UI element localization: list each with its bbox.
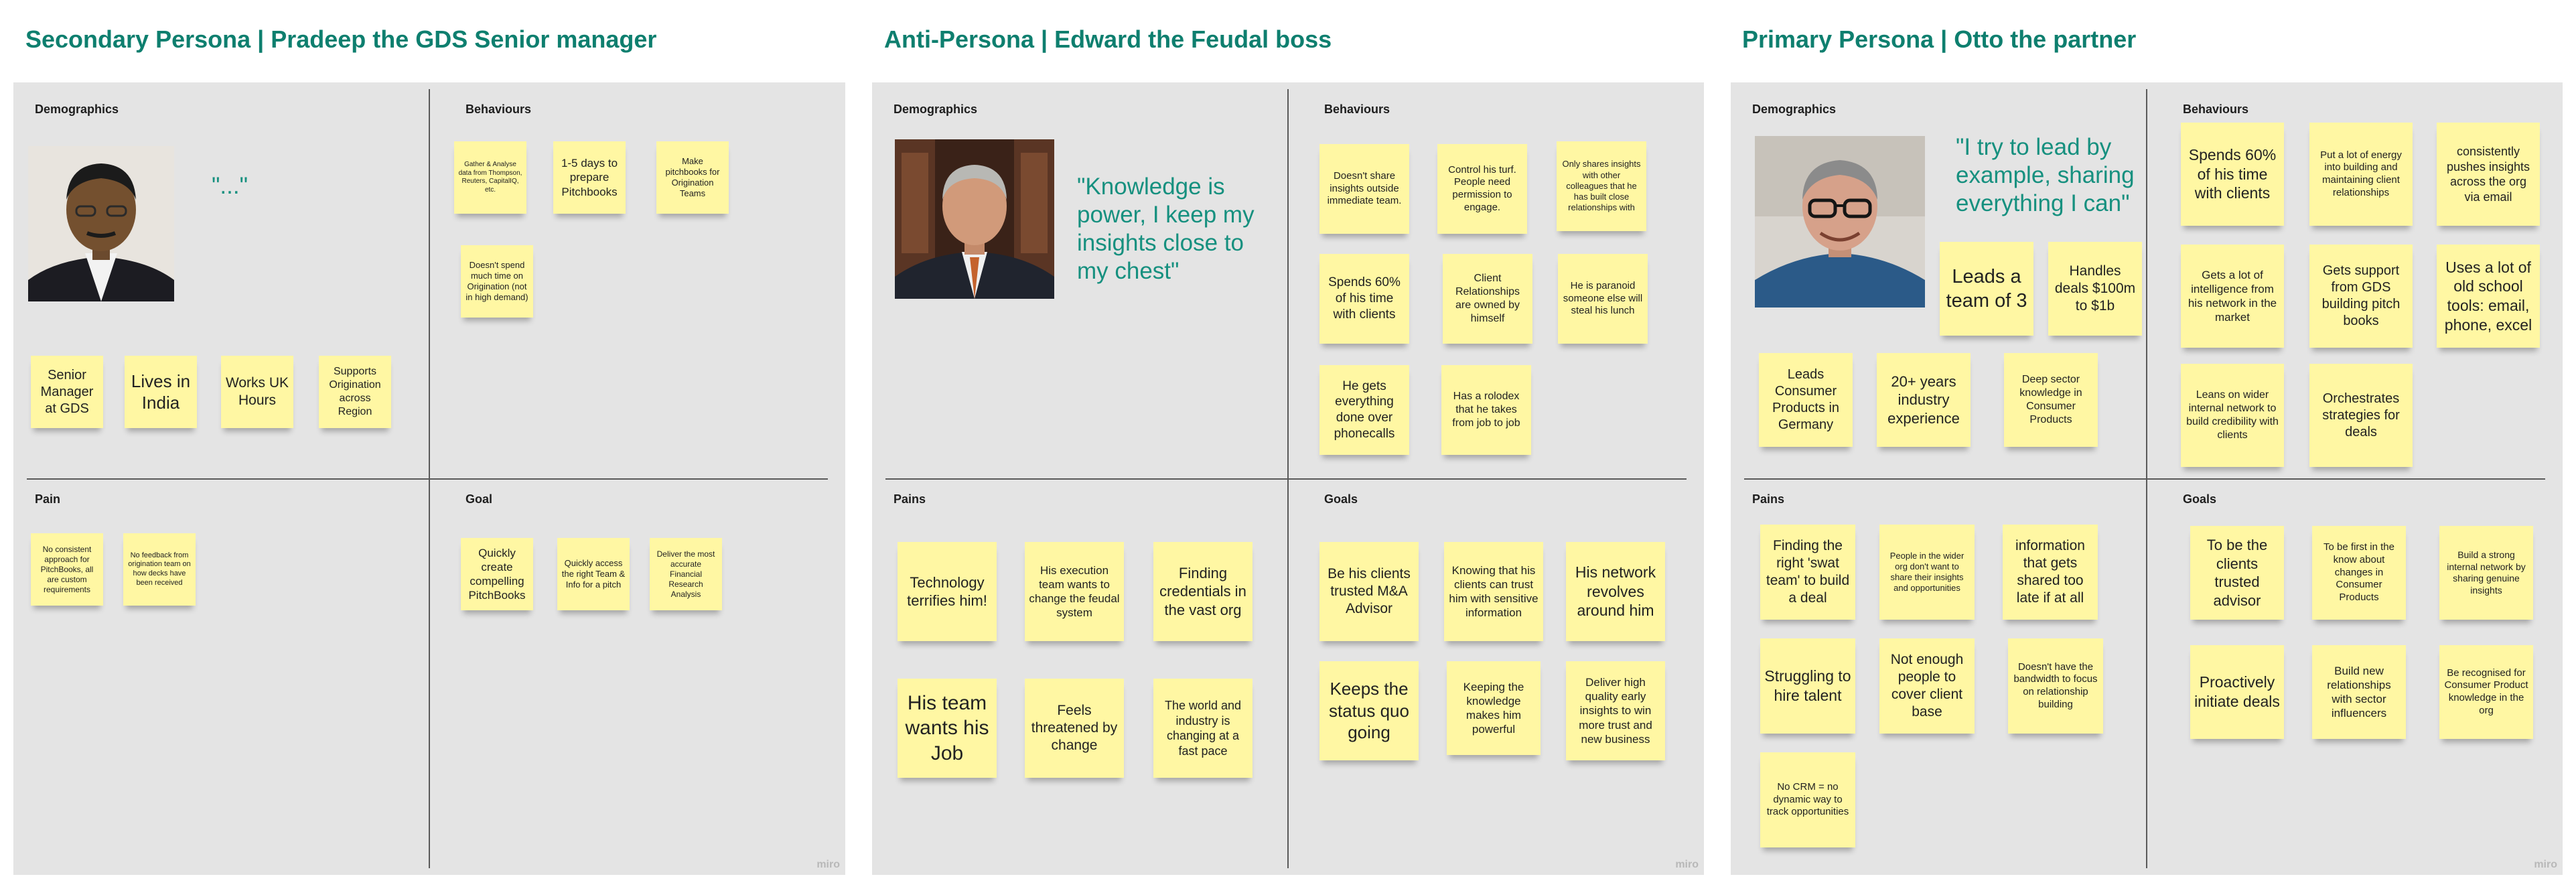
sticky-note[interactable]: Handles deals $100m to $1b — [2048, 242, 2142, 336]
sticky-note[interactable]: Doesn't spend much time on Origination (not in high demand) — [461, 245, 533, 318]
quadrant-label-behaviours: Behaviours — [466, 102, 532, 116]
quadrant-label-pains: Pains — [1752, 492, 1785, 506]
sticky-note[interactable]: Client Relationships are owned by himself — [1443, 254, 1532, 344]
sticky-note[interactable]: No CRM = no dynamic way to track opportunities — [1760, 752, 1855, 847]
sticky-note[interactable]: consistently pushes insights across the org via email — [2437, 123, 2540, 226]
sticky-note[interactable]: information that gets shared too late if at all — [2003, 525, 2098, 620]
sticky-note[interactable]: Has a rolodex that he takes from job to job — [1441, 365, 1531, 455]
persona-board-anti[interactable] — [872, 82, 1704, 875]
persona-quote: "Knowledge is power, I keep my insights close to my chest" — [1077, 174, 1255, 284]
sticky-note[interactable]: Deliver the most accurate Financial Research Analysis — [650, 538, 722, 610]
sticky-note[interactable]: Technology terrifies him! — [898, 542, 997, 641]
persona-board-primary[interactable] — [1731, 82, 2563, 875]
sticky-note[interactable]: Finding credentials in the vast org — [1153, 542, 1253, 641]
sticky-note[interactable]: Put a lot of energy into building and maintaining client relationships — [2309, 123, 2413, 226]
sticky-note[interactable]: Finding the right 'swat team' to build a deal — [1760, 525, 1855, 620]
miro-watermark: miro — [816, 859, 840, 870]
persona-title-primary: Primary Persona | Otto the partner — [1742, 25, 2137, 53]
quadrant-label-behaviours: Behaviours — [2183, 102, 2249, 116]
sticky-note[interactable]: 20+ years industry experience — [1877, 353, 1971, 447]
sticky-note[interactable]: Deep sector knowledge in Consumer Products — [2004, 353, 2098, 447]
sticky-note[interactable]: His network revolves around him — [1566, 542, 1665, 641]
sticky-note[interactable]: Gets support from GDS building pitch books — [2309, 245, 2413, 348]
sticky-note[interactable]: Keeps the status quo going — [1319, 661, 1419, 760]
sticky-note[interactable]: Be his clients trusted M&A Advisor — [1319, 542, 1419, 641]
persona-photo — [895, 139, 1054, 299]
sticky-note[interactable]: Leads a team of 3 — [1940, 242, 2033, 336]
sticky-note[interactable]: Doesn't share insights outside immediate team. — [1319, 144, 1409, 234]
sticky-note[interactable]: Orchestrates strategies for deals — [2309, 364, 2413, 467]
sticky-note[interactable]: Quickly access the right Team & Info for a pitch — [557, 538, 630, 610]
sticky-note[interactable]: Spends 60% of his time with clients — [1319, 254, 1409, 344]
sticky-note[interactable]: No feedback from origination team on how decks have been received — [123, 533, 196, 606]
sticky-note[interactable]: 1-5 days to prepare Pitchbooks — [553, 141, 626, 214]
sticky-note[interactable]: Only shares insights with other colleagues that he has built close relationships with — [1557, 141, 1646, 231]
divider-horizontal — [27, 478, 828, 480]
sticky-note[interactable]: Be recognised for Consumer Product knowledge in the org — [2439, 645, 2533, 739]
persona-title-secondary: Secondary Persona | Pradeep the GDS Senior manager — [25, 25, 657, 53]
sticky-note[interactable]: Feels threatened by change — [1025, 679, 1124, 778]
sticky-note[interactable]: His execution team wants to change the feudal system — [1025, 542, 1124, 641]
persona-photo — [1755, 136, 1925, 307]
sticky-note[interactable]: Spends 60% of his time with clients — [2181, 123, 2284, 226]
sticky-note[interactable]: Struggling to hire talent — [1760, 638, 1855, 734]
sticky-note[interactable]: Works UK Hours — [221, 356, 293, 428]
divider-horizontal — [885, 478, 1687, 480]
persona-quote: "I try to lead by example, sharing everything I can" — [1956, 134, 2135, 216]
sticky-note[interactable]: Keeping the knowledge makes him powerful — [1447, 661, 1541, 755]
sticky-note[interactable]: Supports Origination across Region — [319, 356, 391, 428]
sticky-note[interactable]: Deliver high quality early insights to win more trust and new business — [1566, 661, 1665, 760]
sticky-note[interactable]: Proactively initiate deals — [2190, 645, 2284, 739]
miro-watermark: miro — [2534, 859, 2557, 870]
persona-quote: "..." — [212, 173, 248, 199]
quadrant-label-behaviours: Behaviours — [1324, 102, 1390, 116]
quadrant-label-demographics: Demographics — [893, 102, 978, 116]
sticky-note[interactable]: Knowing that his clients can trust him with sensitive information — [1444, 542, 1543, 641]
sticky-note[interactable]: The world and industry is changing at a fast pace — [1153, 679, 1253, 778]
persona-title-anti: Anti-Persona | Edward the Feudal boss — [884, 25, 1332, 53]
quadrant-label-goals: Goals — [2183, 492, 2217, 506]
sticky-note[interactable]: Uses a lot of old school tools: email, phone, excel — [2437, 245, 2540, 348]
sticky-note[interactable]: His team wants his Job — [898, 679, 997, 778]
sticky-note[interactable]: Leans on wider internal network to build credibility with clients — [2181, 364, 2284, 467]
sticky-note[interactable]: Make pitchbooks for Origination Teams — [656, 141, 729, 214]
sticky-note[interactable]: He gets everything done over phonecalls — [1319, 365, 1409, 455]
persona-board-secondary[interactable] — [13, 82, 845, 875]
sticky-note[interactable]: Lives in India — [125, 356, 197, 428]
quadrant-label-goal: Goal — [466, 492, 493, 506]
sticky-note[interactable]: Not enough people to cover client base — [1879, 638, 1975, 734]
sticky-note[interactable]: To be first in the know about changes in Consumer Products — [2312, 526, 2406, 620]
sticky-note[interactable]: Leads Consumer Products in Germany — [1759, 353, 1853, 447]
divider-horizontal — [1744, 478, 2545, 480]
sticky-note[interactable]: Gather & Analyse data from Thompson, Reuters, CapitalIQ, etc. — [454, 141, 526, 214]
sticky-note[interactable]: Build a strong internal network by sharing genuine insights — [2439, 526, 2533, 620]
sticky-note[interactable]: Doesn't have the bandwidth to focus on relationship building — [2008, 638, 2103, 734]
quadrant-label-demographics: Demographics — [35, 102, 119, 116]
sticky-note[interactable]: Senior Manager at GDS — [31, 356, 103, 428]
sticky-note[interactable]: No consistent approach for PitchBooks, all are custom requirements — [31, 533, 103, 606]
sticky-note[interactable]: Quickly create compelling PitchBooks — [461, 538, 533, 610]
miro-watermark: miro — [1675, 859, 1699, 870]
sticky-note[interactable]: He is paranoid someone else will steal his lunch — [1558, 254, 1648, 344]
sticky-note[interactable]: To be the clients trusted advisor — [2190, 526, 2284, 620]
quadrant-label-goals: Goals — [1324, 492, 1358, 506]
quadrant-label-pains: Pains — [893, 492, 926, 506]
sticky-note[interactable]: People in the wider org don't want to share their insights and opportunities — [1879, 525, 1975, 620]
sticky-note[interactable]: Build new relationships with sector influencers — [2312, 645, 2406, 739]
quadrant-label-pain: Pain — [35, 492, 61, 506]
sticky-note[interactable]: Gets a lot of intelligence from his network in the market — [2181, 245, 2284, 348]
persona-photo — [28, 146, 174, 301]
sticky-note[interactable]: Control his turf. People need permission to engage. — [1437, 144, 1527, 234]
quadrant-label-demographics: Demographics — [1752, 102, 1837, 116]
